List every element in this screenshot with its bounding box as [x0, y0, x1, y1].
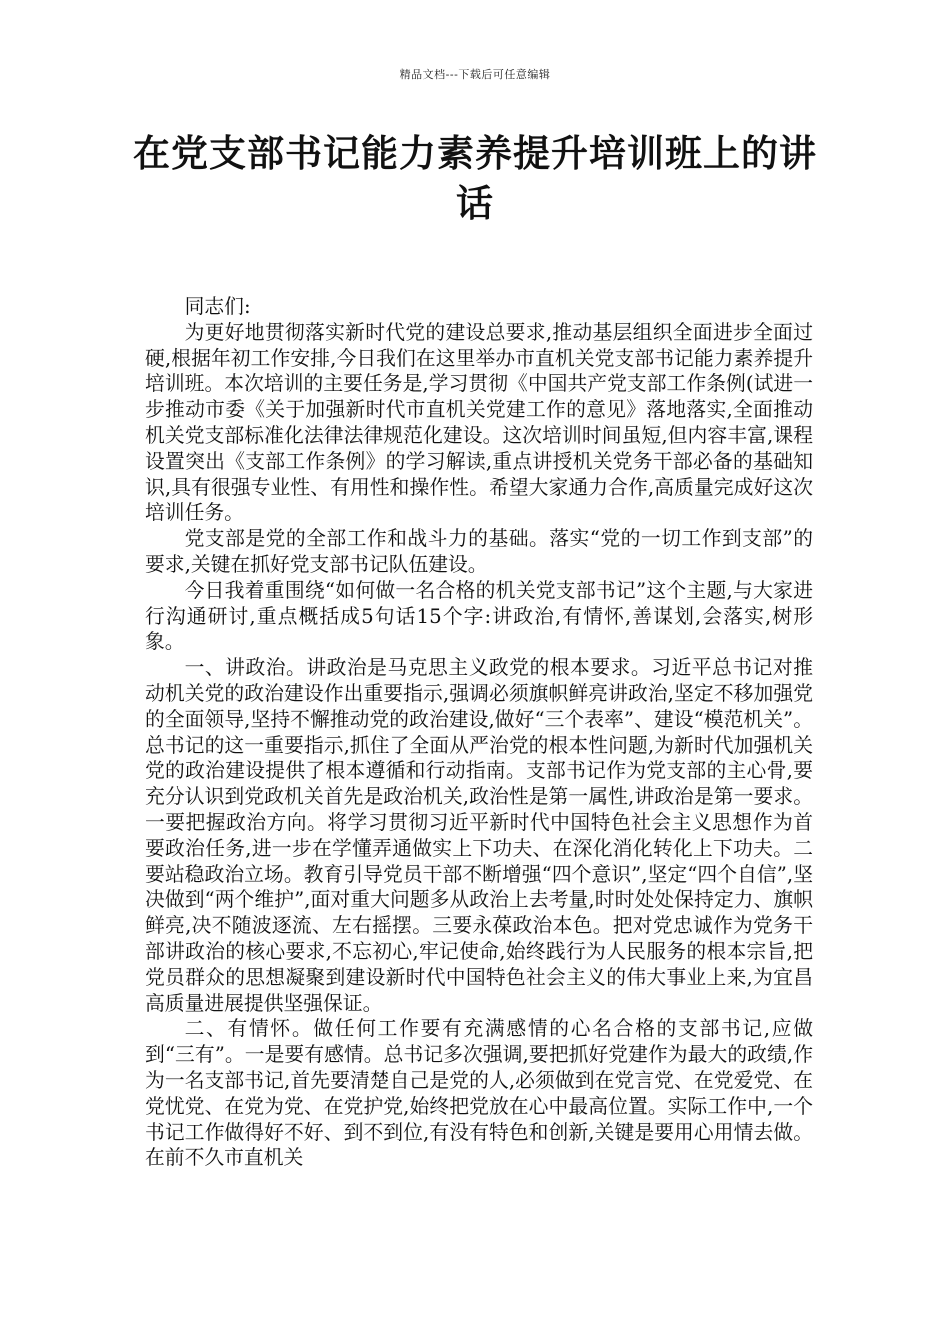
paragraph: 二、有情怀。做任何工作要有充满感情的心名合格的支部书记,应做到“三有”。一是要有感情。总书记多次强调,要把抓好党建作为最大的政绩,作为一名支部书记,首先要清楚自己是党的人,必须做到在党言党、在党爱党、在党忧党、在党为党、在党护党,始终把党放在心中最高位置。实际工作中,一个书记工作做得好不好、到不到位,有没有特色和创新,关键是要用心用情去做。在前不久市直机关	[145, 1017, 813, 1170]
paragraph: 为更好地贯彻落实新时代党的建设总要求,推动基层组织全面进步全面过硬,根据年初工作安排,今日我们在这里举办市直机关党支部书记能力素养提升培训班。本次培训的主要任务是,学习贯彻《中国共产党支部工作条例(试进一步推动市委《关于加强新时代市直机关党建工作的意见》落地落实,全面推动机关党支部标准化法律法律规范化建设。这次培训时间虽短,但内容丰富,课程设置突出《支部工作条例》的学习解读,重点讲授机关党务干部必备的基础知识,具有很强专业性、有用性和操作性。希望大家通力合作,高质量完成好这次培训任务。	[145, 320, 813, 525]
header-note: 精品文档---下载后可任意编辑	[399, 68, 551, 81]
document-title: 在党支部书记能力素养提升培训班上的讲话	[133, 131, 817, 225]
document-body	[145, 294, 813, 1171]
paragraph: 党支部是党的全部工作和战斗力的基础。落实“党的一切工作到支部”的要求,关键在抓好党支部书记队伍建设。	[145, 527, 813, 576]
paragraph: 一、讲政治。讲政治是马克思主义政党的根本要求。习近平总书记对推动机关党的政治建设作出重要指示,强调必须旗帜鲜亮讲政治,坚定不移加强党的全面领导,坚持不懈推动党的政治建设,做好“三个表率”、建设“模范机关”。总书记的这一重要指示,抓住了全面从严治党的根本性问题,为新时代加强机关党的政治建设提供了根本遵循和行动指南。支部书记作为党支部的主心骨,要充分认识到党政机关首先是政治机关,政治性是第一属性,讲政治是第一要求。一要把握政治方向。将学习贯彻习近平新时代中国特色社会主义思想作为首要政治任务,进一步在学懂弄通做实上下功夫、在深化消化转化上下功夫。二要站稳政治立场。教育引导党员干部不断增强“四个意识”,坚定“四个自信”,坚决做到“两个维护”,面对重大问题多从政治上去考量,时时处处保持定力、旗帜鲜亮,决不随波逐流、左右摇摆。三要永葆政治本色。把对党忠诚作为党务干部讲政治的核心要求,不忘初心,牢记使命,始终践行为人民服务的根本宗旨,把党员群众的思想凝聚到建设新时代中国特色社会主义的伟大事业上来,为宜昌高质量进展提供坚强保证。	[145, 656, 813, 1015]
paragraph: 今日我着重围绕“如何做一名合格的机关党支部书记”这个主题,与大家进行沟通研讨,重点概括成5句话15个字:讲政治,有情怀,善谋划,会落实,树形象。	[145, 578, 813, 654]
paragraph-salutation: 同志们:	[184, 295, 251, 318]
